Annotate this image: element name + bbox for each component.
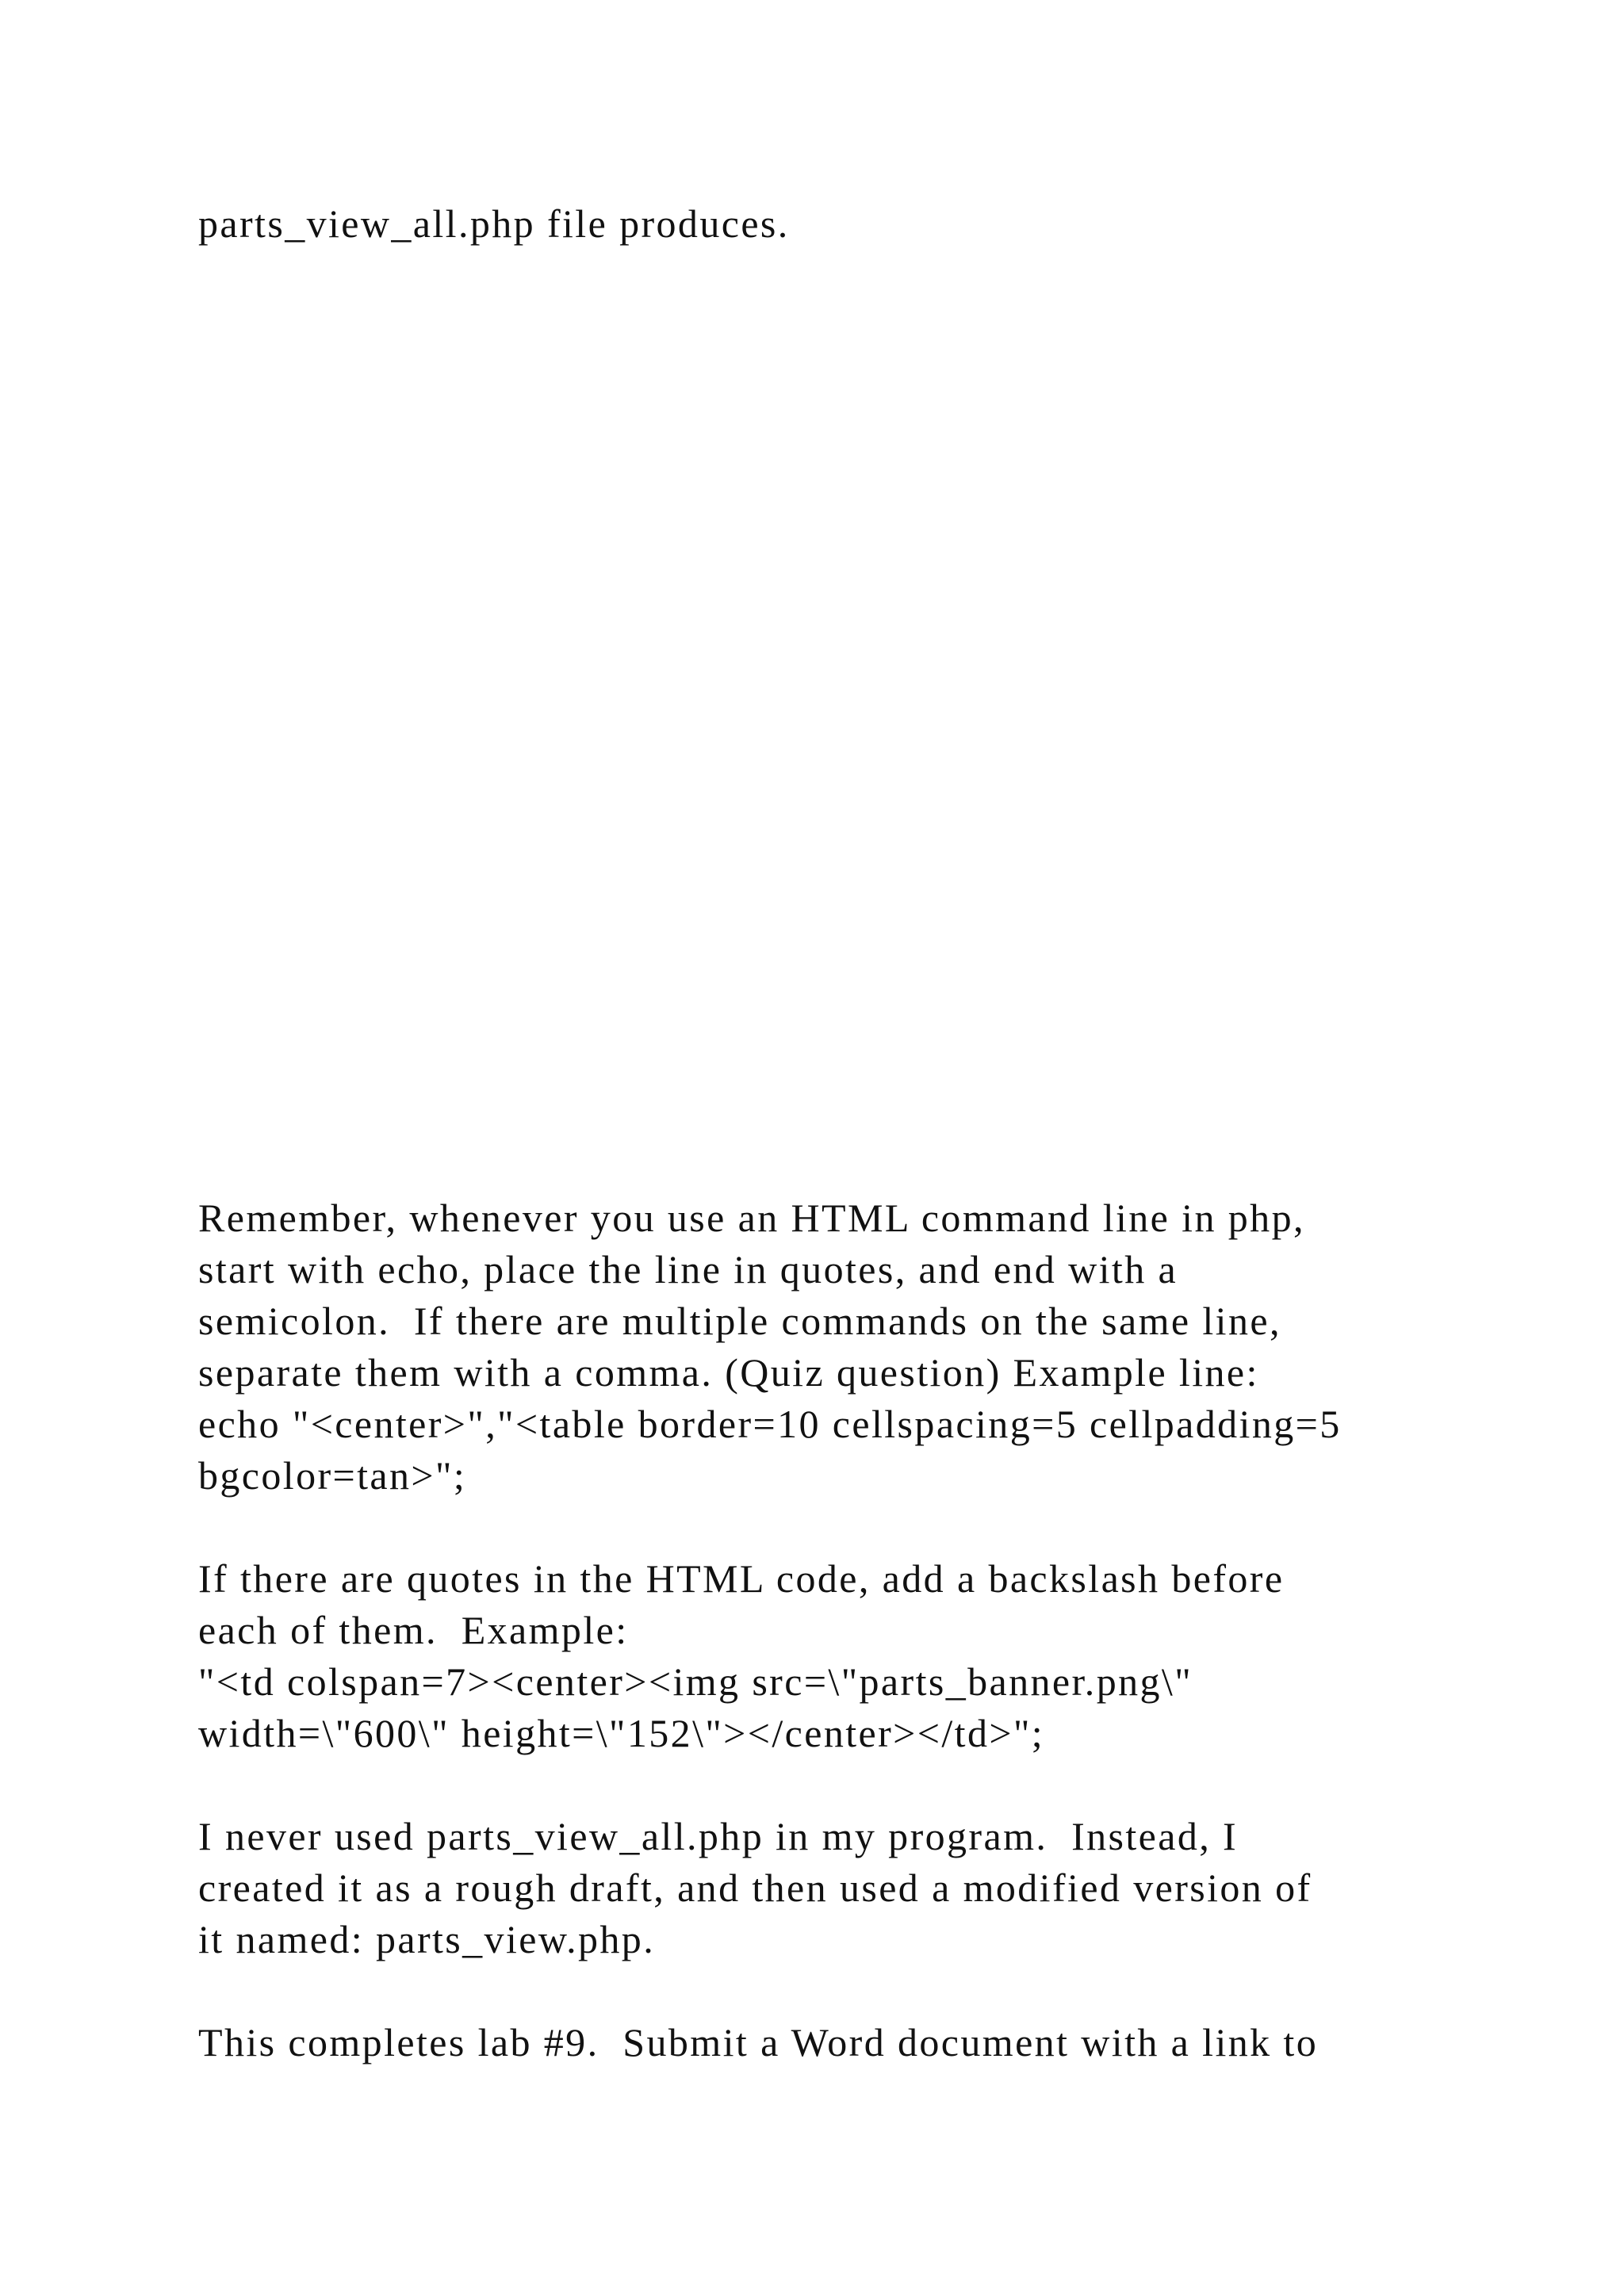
text-line: start with echo, place the line in quotes, and end with a: [198, 1247, 1178, 1292]
code-line: width=\"600\" height=\"152\"></center></td>";: [198, 1711, 1045, 1755]
text-line: Remember, whenever you use an HTML command line in php,: [198, 1196, 1305, 1240]
text-line: I never used parts_view_all.php in my program. Instead, I: [198, 1814, 1239, 1858]
text-line: each of them. Example:: [198, 1608, 629, 1652]
code-line: "<td colspan=7><center><img src=\"parts_banner.png\": [198, 1659, 1193, 1704]
text-line: semicolon. If there are multiple commands on the same line,: [198, 1299, 1281, 1343]
text-line: If there are quotes in the HTML code, add a backslash before: [198, 1556, 1285, 1601]
top-line: parts_view_all.php file produces.: [198, 201, 790, 246]
text-line: it named: parts_view.php.: [198, 1917, 656, 1961]
code-line: bgcolor=tan>";: [198, 1453, 467, 1498]
code-line: echo "<center>","<table border=10 cellspacing=5 cellpadding=5: [198, 1402, 1342, 1446]
text-line: This completes lab #9. Submit a Word document with a link to: [198, 2020, 1319, 2064]
text-line: created it as a rough draft, and then used a modified version of: [198, 1866, 1312, 1910]
text-line: separate them with a comma. (Quiz question) Example line:: [198, 1350, 1259, 1395]
